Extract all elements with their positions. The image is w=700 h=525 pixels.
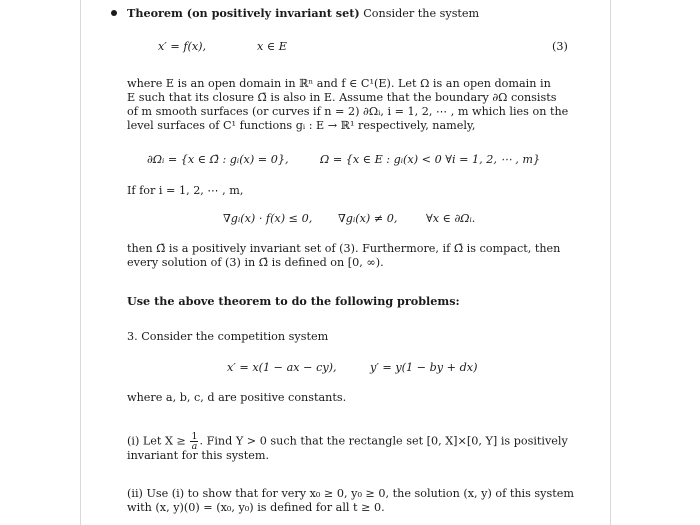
paragraph-line: E such that its closure Ω̄ is also in E. Assume that the boundary ∂Ω consists xyxy=(127,91,557,104)
conclusion-line: every solution of (3) in Ω̄ is defined on [0, ∞). xyxy=(127,256,384,269)
boundary-definition: ∂Ωᵢ = {x ∈ Ω̄ : gᵢ(x) = 0}, xyxy=(147,153,289,166)
part-i-line-2: invariant for this system. xyxy=(127,449,270,462)
competition-equation-x: x′ = x(1 − ax − cy), xyxy=(227,361,337,374)
part-ii-line-2: with (x, y)(0) = (x₀, y₀) is defined for all t ≥ 0. xyxy=(127,501,385,514)
condition-gradient-nonzero: ∇gᵢ(x) ≠ 0, xyxy=(338,212,398,225)
omega-definition: Ω = {x ∈ E : gᵢ(x) < 0 ∀i = 1, 2, ⋯ , m} xyxy=(320,153,541,166)
paragraph-line: level surfaces of C¹ functions gᵢ : E → ℝ¹ respectively, namely, xyxy=(127,119,476,132)
conclusion-line: then Ω̄ is a positively invariant set of (3). Furthermore, if Ω̄ is compact, then xyxy=(127,242,561,255)
part-i-suffix: . Find Y > 0 such that the rectangle set [0, X]×[0, Y] is positively xyxy=(199,434,568,448)
system-equation: x′ = f(x), xyxy=(158,40,207,53)
paragraph-line: of m smooth surfaces (or curves if n = 2) ∂Ωᵢ, i = 1, 2, ⋯ , m which lies on the xyxy=(127,105,569,118)
constants-line: where a, b, c, d are positive constants. xyxy=(127,391,347,404)
part-ii-line: (ii) Use (i) to show that for very x₀ ≥ 0, y₀ ≥ 0, the solution (x, y) of this system xyxy=(127,487,574,500)
if-condition-line: If for i = 1, 2, ⋯ , m, xyxy=(127,184,244,197)
theorem-title: Theorem (on positively invariant set) xyxy=(127,6,360,20)
equation-number: (3) xyxy=(552,40,568,53)
condition-gradient-dot: ∇gᵢ(x) · f(x) ≤ 0, xyxy=(223,212,313,225)
bullet-icon xyxy=(111,10,117,16)
fraction-denominator: a xyxy=(191,441,198,452)
problem-heading: 3. Consider the competition system xyxy=(127,330,329,343)
system-domain: x ∈ E xyxy=(257,40,287,53)
competition-equation-y: y′ = y(1 − by + dx) xyxy=(370,361,478,374)
theorem-intro: Consider the system xyxy=(363,7,480,20)
instruction-heading: Use the above theorem to do the following problems: xyxy=(127,294,460,308)
condition-boundary: ∀x ∈ ∂Ωᵢ. xyxy=(426,212,476,225)
page-border-left xyxy=(80,0,81,525)
fraction-numerator: 1 xyxy=(191,431,198,442)
paragraph-line: where E is an open domain in ℝⁿ and f ∈ C¹(E). Let Ω is an open domain in xyxy=(127,77,551,90)
theorem-heading xyxy=(127,6,479,21)
page-border-right xyxy=(610,0,611,525)
part-i-prefix: (i) Let X ≥ xyxy=(127,434,186,448)
